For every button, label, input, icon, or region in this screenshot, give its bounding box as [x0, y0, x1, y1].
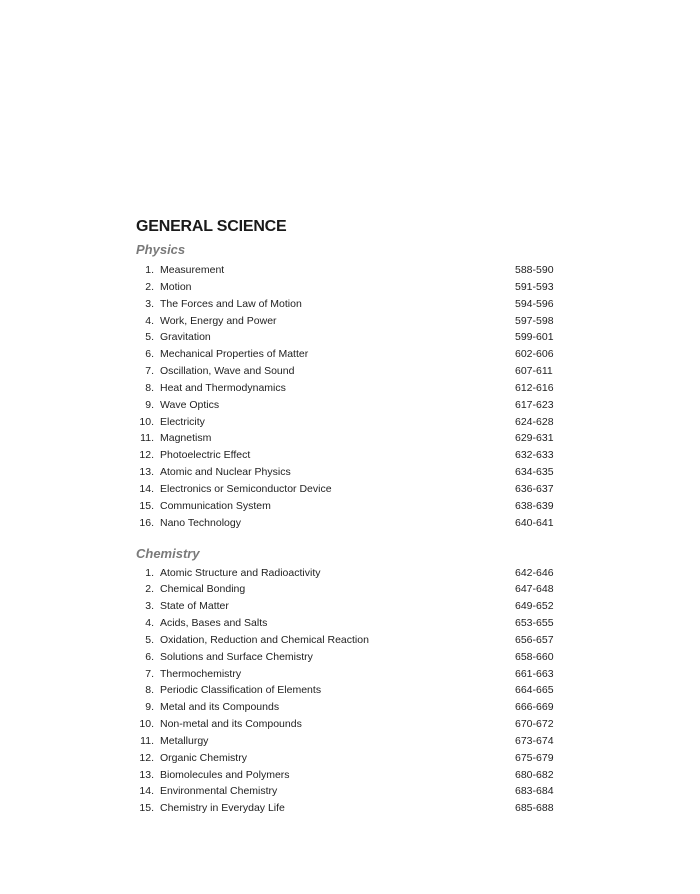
toc-entry-pages: 685-688 — [515, 802, 554, 815]
page-title: GENERAL SCIENCE — [136, 218, 287, 235]
toc-entry-number: 2. — [145, 280, 154, 293]
toc-entry-pages: 617-623 — [515, 398, 554, 411]
section-heading: Chemistry — [136, 545, 200, 561]
toc-entry-number: 12. — [139, 751, 154, 764]
toc-entry — [136, 565, 556, 582]
toc-entry-number: 11. — [140, 432, 154, 445]
toc-entry-number: 6. — [145, 348, 154, 361]
toc-entry — [136, 682, 556, 699]
toc-entry — [136, 699, 556, 716]
toc-entry-number: 9. — [145, 398, 154, 411]
toc-entry — [136, 716, 556, 733]
toc-entry-pages: 647-648 — [515, 583, 554, 596]
toc-entry-pages: 670-672 — [515, 718, 554, 731]
toc-entry-pages: 664-665 — [515, 684, 554, 697]
toc-entry-pages: 591-593 — [515, 280, 554, 293]
toc-entry-pages: 624-628 — [515, 415, 554, 428]
toc-entry-label: Work, Energy and Power — [160, 314, 277, 327]
toc-entry — [136, 615, 556, 632]
toc-entry — [136, 397, 556, 414]
toc-entry-number: 3. — [145, 600, 154, 613]
toc-entry-pages: 640-641 — [515, 516, 554, 529]
toc-entry-label: Acids, Bases and Salts — [160, 617, 268, 630]
toc-entry-pages: 602-606 — [515, 348, 554, 361]
toc-entry-pages: 666-669 — [515, 701, 554, 714]
toc-entry — [136, 346, 556, 363]
toc-entry-number: 12. — [139, 449, 154, 462]
section-heading: Physics — [136, 242, 186, 257]
toc-entry-label: Periodic Classification of Elements — [160, 684, 322, 697]
toc-entry-label: Atomic Structure and Radioactivity — [160, 566, 321, 579]
toc-entry-pages: 588-590 — [515, 264, 554, 276]
toc-entry-label: Heat and Thermodynamics — [160, 381, 286, 394]
table-of-contents — [136, 216, 556, 817]
toc-entry-label: Chemical Bonding — [160, 583, 246, 596]
toc-entry — [136, 464, 556, 481]
toc-entry-pages: 607-611 — [515, 365, 553, 378]
toc-entry — [136, 313, 556, 330]
toc-entry-pages: 683-684 — [515, 785, 554, 798]
toc-entry-number: 7. — [145, 365, 154, 378]
toc-entry-number: 10. — [139, 718, 154, 731]
toc-entry-label: Metallurgy — [160, 734, 209, 747]
toc-entry-label: State of Matter — [160, 600, 229, 613]
toc-entry — [136, 733, 556, 750]
toc-entry — [136, 447, 556, 464]
toc-entry — [136, 329, 556, 346]
toc-entry-pages: 675-679 — [515, 751, 554, 764]
toc-entry-number: 1. — [145, 264, 154, 276]
toc-entry-number: 11. — [140, 734, 154, 747]
toc-entry — [136, 279, 556, 296]
toc-entry-number: 15. — [139, 499, 154, 512]
toc-entry — [136, 380, 556, 397]
toc-entry-number: 3. — [145, 297, 154, 310]
section-physics — [136, 240, 556, 532]
toc-entry-label: Gravitation — [160, 331, 211, 344]
toc-entry — [136, 262, 556, 279]
toc-entry-label: Solutions and Surface Chemistry — [160, 650, 313, 663]
toc-entry-pages: 680-682 — [515, 768, 554, 781]
toc-entry-number: 14. — [139, 482, 154, 495]
toc-entry — [136, 414, 556, 431]
toc-entry-label: Nano Technology — [160, 516, 241, 529]
toc-entry-pages: 636-637 — [515, 482, 554, 495]
toc-entry-pages: 597-598 — [515, 314, 554, 327]
toc-entry-pages: 649-652 — [515, 600, 554, 613]
toc-entry-label: Oxidation, Reduction and Chemical Reaction — [160, 633, 369, 646]
toc-entry-label: Environmental Chemistry — [160, 785, 278, 798]
toc-entry — [136, 649, 556, 666]
toc-entry — [136, 296, 556, 313]
toc-entry-number: 13. — [139, 768, 154, 781]
toc-list — [136, 262, 556, 532]
toc-entry-label: Oscillation, Wave and Sound — [160, 365, 295, 378]
toc-entry-number: 15. — [139, 802, 154, 815]
toc-entry-number: 16. — [139, 516, 154, 529]
toc-entry-pages: 661-663 — [515, 667, 554, 680]
toc-entry-label: Electricity — [160, 415, 205, 428]
toc-entry-label: Organic Chemistry — [160, 751, 247, 764]
toc-entry-number: 8. — [145, 381, 154, 394]
toc-entry-number: 14. — [139, 785, 154, 798]
toc-list — [136, 565, 556, 818]
toc-entry-number: 5. — [145, 331, 154, 344]
toc-entry — [136, 750, 556, 767]
toc-entry — [136, 498, 556, 515]
toc-entry-pages: 658-660 — [515, 650, 554, 663]
toc-entry-number: 1. — [145, 566, 154, 579]
toc-entry-label: Communication System — [160, 499, 271, 512]
toc-entry-number: 10. — [139, 415, 154, 428]
toc-entry-pages: 612-616 — [515, 381, 554, 394]
toc-entry-number: 9. — [145, 701, 154, 714]
toc-entry-label: Biomolecules and Polymers — [160, 768, 290, 781]
toc-entry-pages: 632-633 — [515, 449, 554, 462]
toc-entry-label: Thermochemistry — [160, 667, 242, 680]
toc-entry-label: Non-metal and its Compounds — [160, 718, 302, 731]
toc-entry-label: Magnetism — [160, 432, 212, 445]
toc-entry-label: The Forces and Law of Motion — [160, 297, 302, 310]
toc-entry-number: 2. — [145, 583, 154, 596]
toc-entry-pages: 638-639 — [515, 499, 554, 512]
toc-entry-label: Atomic and Nuclear Physics — [160, 466, 291, 479]
toc-entry-pages: 594-596 — [515, 297, 554, 310]
toc-entry-number: 5. — [145, 633, 154, 646]
toc-entry-pages: 599-601 — [515, 331, 554, 344]
toc-entry-number: 13. — [139, 466, 154, 479]
toc-entry — [136, 363, 556, 380]
toc-entry — [136, 666, 556, 683]
toc-entry-pages: 642-646 — [515, 566, 554, 579]
toc-entry — [136, 767, 556, 784]
toc-entry-label: Electronics or Semiconductor Device — [160, 482, 332, 495]
toc-entry-label: Chemistry in Everyday Life — [160, 802, 285, 815]
toc-entry-number: 7. — [145, 667, 154, 680]
toc-entry-number: 4. — [145, 617, 154, 630]
toc-entry-label: Motion — [160, 280, 192, 293]
toc-entry-label: Measurement — [160, 264, 225, 276]
toc-entry-number: 4. — [145, 314, 154, 327]
toc-entry-number: 6. — [145, 650, 154, 663]
toc-entry-label: Metal and its Compounds — [160, 701, 280, 714]
toc-entry — [136, 598, 556, 615]
toc-entry-label: Wave Optics — [160, 398, 220, 411]
section-chemistry — [136, 544, 556, 818]
toc-entry-pages: 634-635 — [515, 466, 554, 479]
toc-entry-pages: 673-674 — [515, 734, 554, 747]
toc-entry-label: Mechanical Properties of Matter — [160, 348, 309, 361]
toc-entry-number: 8. — [145, 684, 154, 697]
toc-entry — [136, 581, 556, 598]
toc-entry — [136, 783, 556, 800]
toc-entry — [136, 515, 556, 532]
toc-entry — [136, 481, 556, 498]
toc-entry — [136, 430, 556, 447]
toc-entry-pages: 653-655 — [515, 617, 554, 630]
toc-entry-pages: 656-657 — [515, 633, 554, 646]
toc-entry — [136, 632, 556, 649]
toc-entry-pages: 629-631 — [515, 432, 554, 445]
toc-entry — [136, 800, 556, 817]
toc-entry-label: Photoelectric Effect — [160, 449, 251, 462]
